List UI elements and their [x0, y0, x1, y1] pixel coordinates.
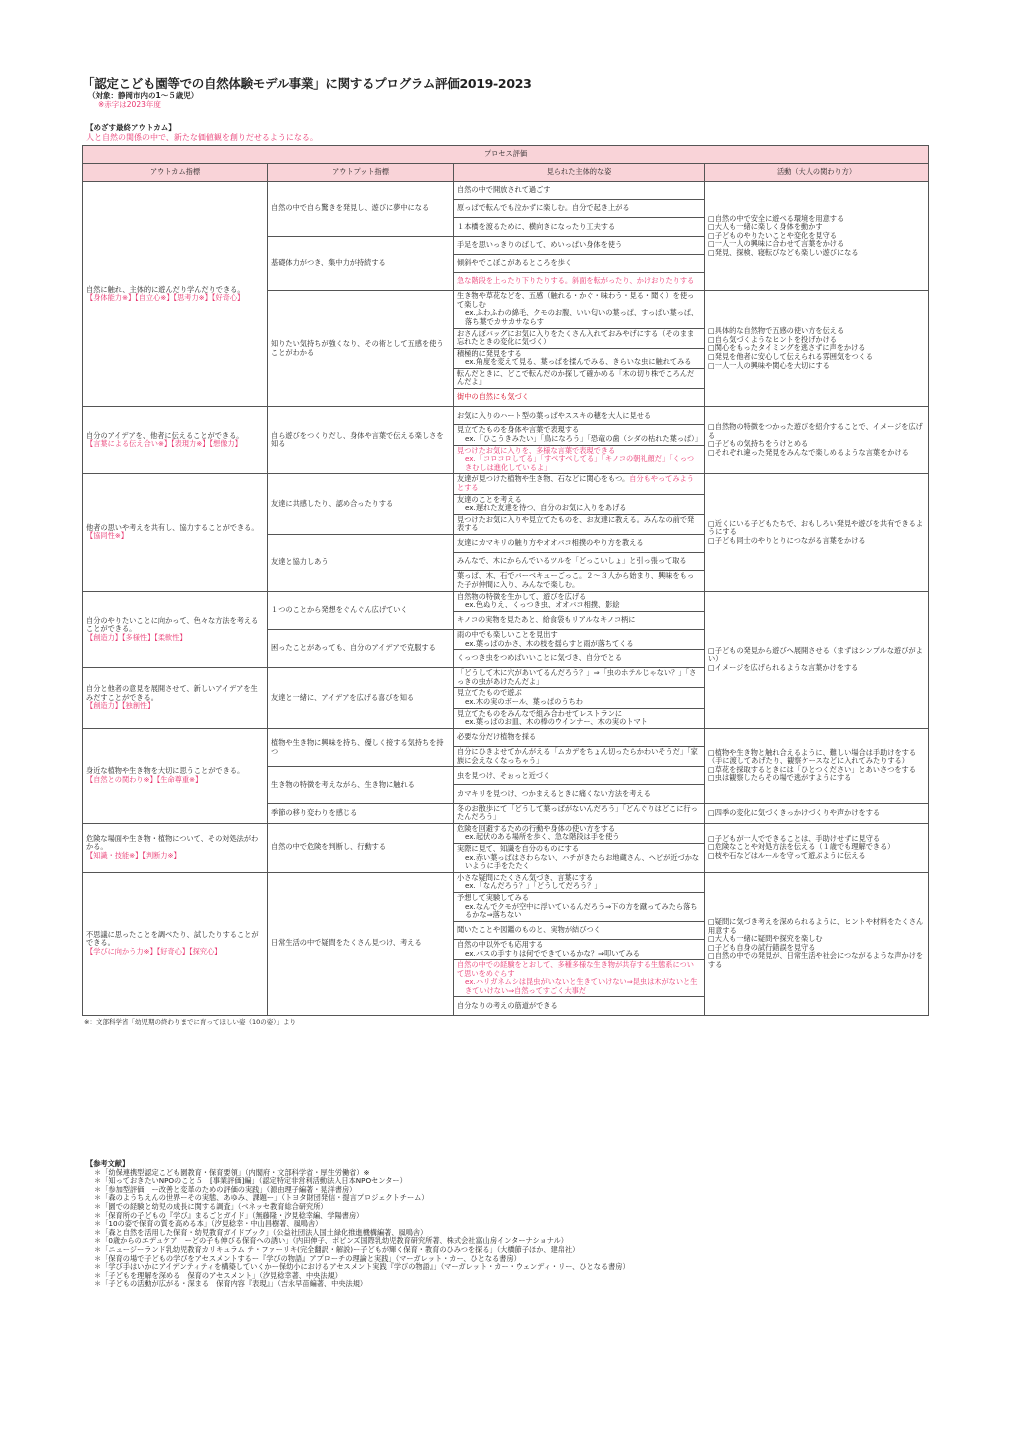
table-footnote: ※：文部科学省「幼児期の終わりまでに育ってほしい姿（10の姿）」より: [84, 1017, 296, 1026]
output-cell: 季節の移り変わりを感じる: [268, 803, 454, 823]
observed-cell: [454, 997, 705, 1015]
observed-text: 冬のお散歩にて「どうして葉っぱがないんだろう」「どんぐりはどこに行ったんだろう」: [457, 803, 698, 822]
observed-text: 友達が見つけた植物や生き物、石などに関心をもつ。: [457, 474, 630, 484]
observed-text: 自分なりの考えの筋道ができる: [457, 1000, 558, 1010]
output-cell: 基礎体力がつき、集中力が持続する: [268, 236, 454, 291]
references: [82, 1160, 928, 1289]
observed-cell: [454, 872, 705, 892]
output-cell: 日常生活の中で疑問をたくさん見つけ、考える: [268, 872, 454, 1015]
observed-cell: [454, 708, 705, 728]
observed-cell: [454, 650, 705, 668]
col-output: アウトプット指標: [268, 164, 454, 182]
example-text: ex.バスの手すりは何でできているかな？⇒叩いてみる: [465, 948, 640, 958]
observed-cell: [454, 328, 705, 348]
output-cell: 自然の中で危険を判断し、行動する: [268, 823, 454, 872]
observed-text: 虫を見つけ、そぉっと近づく: [457, 770, 551, 780]
observed-text: 聞いたことや図鑑のものと、実物が結びつく: [457, 925, 601, 935]
outcome-cell: [83, 474, 268, 591]
observed-cell: [454, 939, 705, 959]
col-outcome: アウトカム指標: [83, 164, 268, 182]
observed-cell: [454, 445, 705, 474]
references-heading: 【参考文献】: [86, 1159, 130, 1168]
outcome-tags: 【知識・技能※】【判断力※】: [86, 851, 181, 861]
example-text: ex.葉っぱのかさ、木の枝を揺らすと雨が落ちてくる: [465, 638, 634, 648]
activity-cell: □植物や生き物と触れ合えるように、難しい場合は手助けをする （手に渡してあげたり、観察ケースなどに入れてみたりする） □草花を採取するときには「ひとつください」とあいさつをする □虫は観察したらその場で逃がすようにする: [705, 728, 929, 803]
observed-cell: [454, 611, 705, 629]
observed-cell: [454, 843, 705, 872]
output-cell: 植物や生き物に興味を持ち、優しく接する気持ちを持つ: [268, 728, 454, 766]
example-text: ex.木の実のボール、葉っぱのうちわ: [465, 697, 583, 707]
outcome-text: 他者の思いや考えを共有し、協力することができる。: [86, 522, 259, 532]
process-header: プロセス評価: [83, 146, 929, 164]
observed-text: くっつき虫をつめぱいいことに気づき、自分でとる: [457, 653, 622, 663]
observed-cell: [454, 368, 705, 388]
observed-cell: [454, 407, 705, 425]
observed-text: 予想して実験してみる: [457, 892, 529, 902]
observed-cell: [454, 272, 705, 290]
observed-text: 転んだときに、どこで転んだのか探して確かめる「木の切り株でころんだんだよ」: [457, 368, 695, 387]
outcome-tags: 【創造力】【独創性】: [86, 701, 155, 711]
outcome-tags: 【協同性※】: [86, 531, 128, 541]
observed-cell: [454, 747, 705, 767]
observed-cell: [454, 591, 705, 611]
observed-cell: [454, 534, 705, 552]
reference-item: ＊「0歳からのエデュケア ーどの子も伸びる保育への誘い」（内田伸子、ポピンズ国際乳幼児教育研究所著、株式会社富山房インターナショナル）: [94, 1236, 568, 1246]
output-cell: 友達に共感したり、認め合ったりする: [268, 474, 454, 535]
goal-text: 人と自然の関係の中で、新たな価値観を創りだせるようになる。: [86, 133, 318, 142]
observed-text: 見立てたものをみんなで組み合わせてレストランに: [457, 708, 623, 718]
observed-cell: [454, 629, 705, 649]
goal-heading: 【めざす最終アウトカム】: [86, 123, 176, 132]
observed-cell: [454, 348, 705, 368]
outcome-tags: 【自然との関わり※】【生命尊重※】: [86, 774, 203, 784]
output-cell: 困ったことがあっても、自分のアイデアで克服する: [268, 629, 454, 667]
references-list: [82, 1169, 928, 1289]
example-text: ex.「コロコロしてる」「すべすべしてる」「キノコの朝礼顔だ」「くっつきむしは進化しているよ」: [465, 454, 695, 472]
reference-item: ＊「森のようちえんの世界ーその実態、あゆみ、課題ー」（トヨタ財団発信・提言プロジェクトチーム）: [94, 1193, 429, 1203]
observed-text: 小さな疑問にたくさん気づき、言葉にする: [457, 872, 594, 882]
observed-cell: [454, 728, 705, 746]
observed-text: キノコの実物を見たあと、給食袋もリアルなキノコ柄に: [457, 615, 636, 625]
reference-item: ＊「学び手はいかにアイデンティティを構築していくかー保幼小におけるアセスメント実践『学びの物語』」（マーガレット・カー・ウェンディ・リー、ひとなる書房）: [94, 1262, 630, 1272]
observed-text: 手足を思いっきりのばして、めいっぱい身体を使う: [457, 239, 623, 249]
observed-cell: [454, 553, 705, 571]
output-cell: 知りたい気持ちが強くなり、その術として五感を使うことがわかる: [268, 291, 454, 407]
observed-text: 自然物の特徴を生かして、遊びを広げる: [457, 591, 587, 601]
reference-item: ＊「知っておきたいNPOのこと５ [事業評価]編」（認定特定非営利活動法人日本NPOセンター）: [94, 1176, 407, 1186]
observed-cell: [454, 514, 705, 534]
reference-item: ＊「参加型評価 ー改善と変革のための評価の実践」（源由理子編著・晃洋書房）: [94, 1184, 357, 1194]
outcome-text: 身近な植物や生き物を大切に思うことができる。: [86, 766, 245, 776]
col-activity: 活動（大人の関わり方）: [705, 164, 929, 182]
activity-cell: □近くにいる子どもたちで、おもしろい発見や遊びを共有できるようにする □子ども同士のやりとりにつながる言葉をかける: [705, 474, 929, 591]
reference-item: ＊「子どもの活動が広がる・深まる 保育内容『表現』」（吉永早苗編著、中央法規）: [94, 1279, 368, 1289]
outcome-cell: [83, 823, 268, 872]
example-text: ex.「なんだろう？」「どうしてだろう？」: [465, 881, 602, 891]
reference-item: ＊「森と自然を活用した保育・幼児教育ガイドブック」（公益社団法人国土緑化推進機構編著、風鳴舎）: [94, 1227, 428, 1237]
reference-item: ＊「ニュージーランド乳幼児教育カリキュラム テ・ファーリキ(完全翻訳・解説)ー子どもが輝く保育・教育のひみつを探る」（大橋節子ほか、建帛社）: [94, 1244, 580, 1254]
observed-text: 友達のことを考える: [457, 494, 522, 504]
outcome-tags: 【学びに向かう力※】【好奇心】【探究心】: [86, 947, 222, 956]
example-text: ex.ハリガネムシは昆虫がいないと生きていけない⇒昆虫は木がないと生きていけない⇒自然ってすごく大事だ: [465, 977, 698, 995]
observed-text: 原っぱで転んでも泣かずに楽しむ。自分で起き上がる: [457, 203, 630, 213]
observed-cell: [454, 803, 705, 823]
observed-cell: [454, 291, 705, 328]
observed-cell: [454, 389, 705, 407]
observed-text: 自分にひきよせてかんがえる: [457, 747, 551, 757]
observed-cell: [454, 571, 705, 591]
outcome-text: 自分のアイデアを、他者に伝えることができる。: [86, 430, 244, 440]
example-text: ex.起伏のある場所を歩く、急な階段は手を使う: [465, 832, 620, 842]
outcome-text: 自分と他者の意見を展開させて、新しいアイデアを生みだすことができる。: [86, 684, 258, 702]
observed-text: 自然の中以外でも応用する: [457, 939, 544, 949]
observed-cell: [454, 474, 705, 494]
red-text-note: ※赤字は2023年度: [98, 100, 161, 109]
outcome-cell: [83, 407, 268, 474]
reference-item: ＊「保育の場で子どもの学びをアセスメントするー『学びの物語』アプローチの理論と実践」（マーガレット・カー、ひとなる書房）: [94, 1253, 521, 1263]
observed-text: 見立てたもので遊ぶ: [457, 688, 522, 698]
observed-text: 必要な分だけ植物を採る: [457, 732, 537, 742]
observed-text: みんなで、木にからんでいるツルを「どっこいしょ」と引っ張って取る: [457, 556, 687, 566]
observed-text: お気に入りのハート型の葉っぱやススキの穂を大人に見せる: [457, 410, 652, 420]
reference-item: ＊「保育所の子どもの『学び』まるごとガイド」（無藤隆・汐見稔幸編、学陽書房）: [94, 1210, 364, 1220]
example-text: ex.葉っぱのお皿、木の棒のウインナー、木の実のトマト: [465, 717, 648, 727]
observed-text-extra: 斜面を転がったり、かけおりたりする: [572, 276, 695, 286]
observed-text: カマキリを見つけ、つかまえるときに痛くない方法を考える: [457, 788, 651, 798]
output-cell: 自ら遊びをつくりだし、身体や言葉で伝える楽しさを知る: [268, 407, 454, 474]
example-text: ex.遅れた友達を待つ、自分のお気に入りをあげる: [465, 503, 627, 513]
output-cell: 生き物の特徴を考えながら、生き物に触れる: [268, 767, 454, 803]
document-page: [82, 76, 928, 1026]
outcome-cell: [83, 668, 268, 729]
activity-cell: □疑問に気づき考えを深められるように、ヒントや材料をたくさん用意する □大人も一緒に疑問や探究を楽しむ □子ども自身の試行錯誤を見守る □自然の中での発見が、日常生活や社会につながるような声かけをする: [705, 872, 929, 1015]
activity-cell: □自然の中で安全に遊べる環境を用意する □大人も一緒に楽しく身体を動かす □子どものやりたいことや変化を見守る □一人一人の興味に合わせて言葉をかける □発見、探検、寝転びなども楽しい遊びになる: [705, 182, 929, 291]
observed-cell: [454, 494, 705, 514]
example-text: ex.「ひこうきみたい」「鳥になろう」「恐竜の歯（シダの枯れた葉っぱ）」: [465, 434, 702, 444]
observed-text: 「どうして木に穴があいてるんだろう？」⇒「虫のホテルじゃない？」「さっきの虫があけたんだよ」: [457, 668, 697, 686]
observed-text: 見つけたお気に入りを、多様な言葉で表現できる: [457, 445, 616, 455]
activity-cell: □子どもが一人でできることは、手助けせずに見守る □危険なことや対処方法を伝える（１歳でも理解できる） □枝や石などはルールを守って遊ぶように伝える: [705, 823, 929, 872]
observed-cell: [454, 668, 705, 688]
observed-text: 危険を回避するための行動や身体の使い方をする: [457, 823, 616, 833]
observed-cell: [454, 921, 705, 939]
table-row: [83, 823, 929, 843]
reference-item: ＊「幼保連携型認定こども園教育・保育要領」（内閣府・文部科学省・厚生労働省）※: [94, 1167, 370, 1177]
outcome-text: 自分のやりたいことに向かって、色々な方法を考えることができる。: [86, 615, 259, 634]
observed-cell: [454, 767, 705, 785]
observed-text: 自然の中で開放されて過ごす: [457, 185, 551, 195]
observed-cell: [454, 892, 705, 921]
observed-text: 街中の自然にも気づく: [457, 392, 529, 402]
activity-cell: □自然物の特徴をつかった遊びを紹介することで、イメージを広げる □子どもの気持ちをうけとめる □それぞれ違った発見をみんなで楽しめるような言葉をかける: [705, 407, 929, 474]
observed-text: 見つけたお気に入りや見立てたものを、お友達に教える。みんなの前で発表する: [457, 514, 695, 533]
output-cell: １つのことから発想をぐんぐん広げていく: [268, 591, 454, 629]
observed-cell: [454, 785, 705, 803]
outcome-tags: 【身体能力※】【自立心※】【思考力※】【好奇心】: [86, 293, 245, 303]
observed-text-extra: 自分もやってみようとする: [457, 474, 694, 492]
observed-cell: [454, 960, 705, 997]
observed-text: 実際に見て、知識を自分のものにする: [457, 843, 580, 853]
observed-cell: [454, 218, 705, 236]
output-cell: 友達と協力しあう: [268, 534, 454, 591]
example-text: ex.色ぬりえ、くっつき虫、オオバコ相撲、影絵: [465, 600, 620, 610]
output-cell: 友達と一緒に、アイデアを広げる喜びを知る: [268, 668, 454, 729]
observed-cell: [454, 254, 705, 272]
table-body: [83, 182, 929, 1016]
observed-text: 雨の中でも楽しいことを見出す: [457, 629, 558, 639]
table-row: [83, 728, 929, 746]
reference-item: ＊「子どもを理解を深める 保育のアセスメント」（汐見稔幸著、中央法規）: [94, 1270, 342, 1280]
outcome-cell: [83, 182, 268, 407]
outcome-cell: [83, 591, 268, 668]
observed-cell: [454, 182, 705, 200]
outcome-text: 不思議に思ったことを調べたり、試したりすることができる。: [86, 929, 259, 948]
table-row: [83, 474, 929, 494]
table-row: [83, 872, 929, 892]
table-row: [83, 407, 929, 425]
activity-cell: □四季の変化に気づくきっかけづくりや声かけをする: [705, 803, 929, 823]
observed-cell: [454, 425, 705, 445]
observed-cell: [454, 823, 705, 843]
outcome-text: 自然に触れ、主体的に遊んだり学んだりできる。: [86, 284, 245, 294]
observed-text: おさんぽバッグにお気に入りをたくさん入れておみやげにする（そのまま忘れたときの変化に気づく）: [457, 328, 695, 347]
reference-item: ＊「10の姿で保育の質を高める本」（汐見稔幸・中山昌樹著、風鳴舎）: [94, 1219, 323, 1229]
example-text: ex.ふわふわの綿毛、クモのお腹、いい匂いの葉っぱ、すっぱい葉っぱ、落ち葉でカサカサならす: [465, 308, 699, 326]
table-row: [83, 182, 929, 200]
observed-text-extra: 「ムカデをちょん切ったらかわいそうだ」「家族に会えなくなっちゃう」: [457, 747, 698, 765]
table-row: [83, 591, 929, 611]
evaluation-table: [82, 145, 929, 1016]
observed-text: 自然の中での経験をとおして、多種多様な生き物が共存する生態系について思いをめぐらす: [457, 960, 694, 978]
outcome-text: 危険な場面や生き物・植物について、その対処法がわかる。: [86, 833, 259, 852]
observed-cell: [454, 688, 705, 708]
observed-text: １本橋を渡るために、横向きになったり工夫する: [457, 221, 616, 231]
example-text: ex.角度を変えて見る、葉っぱを揉んでみる、きらいな虫に触れてみる: [465, 357, 692, 367]
outcome-cell: [83, 728, 268, 823]
observed-text: 積極的に発見をする: [457, 348, 522, 358]
observed-text: 急な階段を上ったり下りたりする。: [457, 276, 573, 286]
reference-item: ＊「園での経験と幼児の成長に関する調査」（ベネッセ教育総合研究所）: [94, 1201, 328, 1211]
example-text: ex.赤い葉っぱはさわらない、ハチがきたらお地蔵さん、ヘビが近づかないように手をたたく: [465, 852, 700, 871]
page-title: 「認定こども園等での自然体験モデル事業」に関するプログラム評価2019-2023: [82, 76, 532, 91]
outcome-cell: [83, 872, 268, 1015]
observed-cell: [454, 236, 705, 254]
observed-text: 葉っぱ、木、石でバーベキューごっこ。２～３人から始まり、興味をもった子が仲間に入り、みんなで楽しむ。: [457, 571, 695, 589]
observed-cell: [454, 200, 705, 218]
outcome-tags: 【言葉による伝え合い※】【表現力※】【想像力】: [86, 439, 242, 449]
activity-cell: □子どもの発見から遊びへ展開させる（まずはシンプルな遊びがよい） □イメージを広げられるような言葉かけをする: [705, 591, 929, 728]
observed-text: 友達にカマキリの触り方やオオバコ相撲のやり方を教える: [457, 538, 644, 548]
outcome-tags: 【創造力】【多様性】【柔軟性】: [86, 632, 187, 642]
observed-text: 傾斜やでこぼこがあるところを歩く: [457, 258, 573, 268]
example-text: ex.なんでクモが空中に浮いているんだろう⇒下の方を蹴ってみたら落ちるかな⇒落ちない: [465, 901, 698, 920]
activity-cell: □具体的な自然物で五感の使い方を伝える □自ら気づくようなヒントを投げかける □関心をもったタイミングを逃さずに声をかける □発見を他者に安心して伝えられる雰囲気をつくる □一人一人の興味や関心を大切にする: [705, 291, 929, 407]
observed-text: 生き物や草花などを、五感（触れる・かぐ・味わう・見る・聞く）を使って楽しむ: [457, 291, 695, 309]
observed-text: 見立てたものを身体や言葉で表現する: [457, 425, 580, 435]
target-note: （対象：静岡市内の1～５歳児）: [88, 91, 199, 100]
col-observed: 見られた主体的な姿: [454, 164, 705, 182]
output-cell: 自然の中で自ら驚きを発見し、遊びに夢中になる: [268, 182, 454, 237]
